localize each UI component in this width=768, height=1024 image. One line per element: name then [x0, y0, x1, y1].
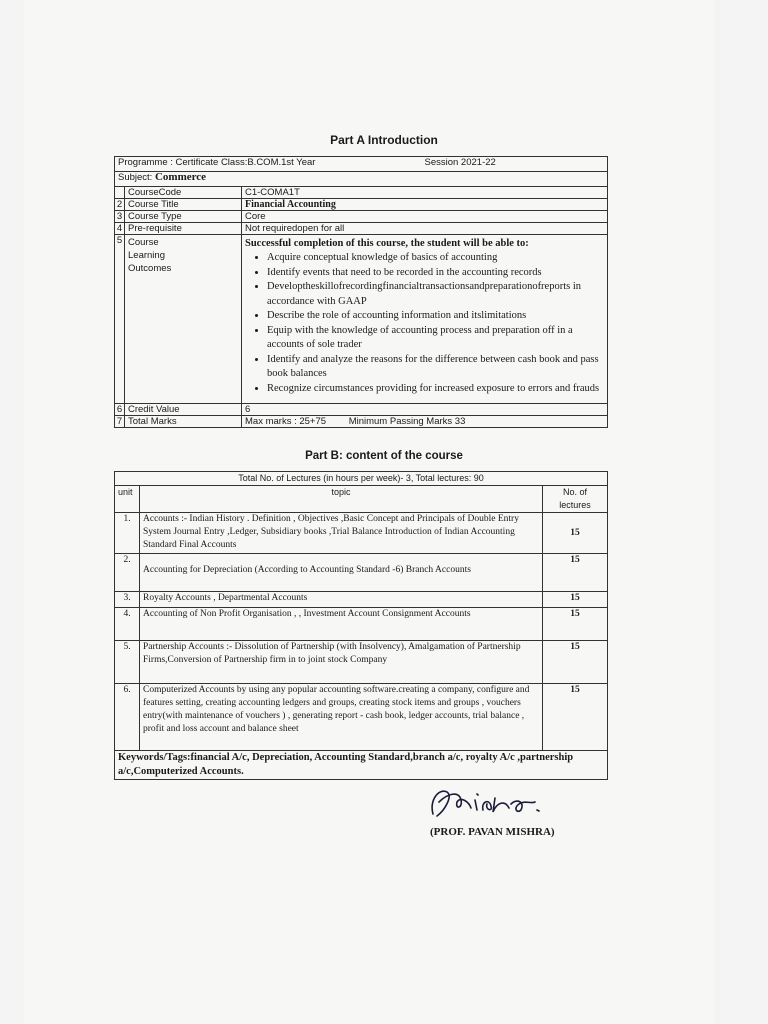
subject-value: Commerce — [154, 171, 207, 183]
unit-topic: Royalty Accounts , Departmental Accounts — [140, 592, 543, 608]
outcome-item: • Identify events that need to be recorded in the accounting records — [267, 266, 604, 281]
unit-number: 4. — [115, 608, 140, 641]
course-title-row — [115, 199, 608, 211]
part-b-title: Part B: content of the course — [305, 450, 463, 462]
row-number — [115, 187, 125, 199]
unit-lectures: 15 — [543, 513, 608, 554]
credit-value: 6 — [242, 404, 608, 416]
outcome-item: • Developtheskillofrecordingfinancialtransactionsandpreparationofreports in accordance with GAAP — [267, 280, 604, 309]
outcomes-label: Course Learning Outcomes — [128, 237, 172, 274]
max-marks: Max marks : 25+75 — [245, 416, 327, 427]
marks-row — [115, 416, 608, 428]
prerequisite-row — [115, 223, 608, 235]
prerequisite-value: Not requiredopen for all — [242, 223, 608, 235]
unit-lectures: 15 — [543, 554, 608, 592]
course-type-value: Core — [242, 211, 608, 223]
outcome-item: • Describe the role of accounting information and itslimitations — [267, 309, 604, 324]
row-label: CourseCode — [125, 187, 242, 199]
course-code-row — [115, 187, 608, 199]
subject-row — [115, 172, 608, 187]
row-label: Pre-requisite — [125, 223, 242, 235]
col-unit: unit — [115, 486, 140, 513]
column-header-row — [115, 486, 608, 513]
unit-number: 1. — [115, 513, 140, 554]
row-label: Total Marks — [125, 416, 242, 428]
lectures-header-row — [115, 472, 608, 486]
signature-image — [425, 780, 575, 826]
unit-number: 2. — [115, 554, 140, 592]
table-row — [115, 513, 608, 554]
row-number: 3 — [115, 211, 125, 223]
row-number: 6 — [115, 404, 125, 416]
unit-lectures: 15 — [543, 684, 608, 751]
unit-lectures: 15 — [543, 641, 608, 684]
programme-line: Programme : Certificate Class:B.COM.1st Year — [118, 157, 316, 168]
table-row — [115, 592, 608, 608]
programme-row — [115, 157, 608, 172]
table-row — [115, 554, 608, 592]
table-row — [115, 684, 608, 751]
subject-label: Subject: — [118, 172, 153, 183]
unit-topic: Partnership Accounts :- Dissolution of Partnership (with Insolvency), Amalgamation of Partnership Firms,Conversion of Partnership firm in to joint stock Company — [140, 641, 543, 684]
outcome-item: • Equip with the knowledge of accounting process and preparation off in a accounts of sole trader — [267, 324, 604, 353]
part-a-title: Part A Introduction — [330, 133, 438, 147]
part-a-table — [114, 156, 608, 428]
table-row — [115, 641, 608, 684]
unit-number: 3. — [115, 592, 140, 608]
unit-topic: Accounting of Non Profit Organisation , , Investment Account Consignment Accounts — [140, 608, 543, 641]
outcome-item: • Recognize circumstances providing for increased exposure to errors and frauds — [267, 382, 604, 397]
outcomes-intro: Successful completion of this course, the student will be able to: — [245, 238, 529, 249]
unit-number: 5. — [115, 641, 140, 684]
unit-topic: Accounts :- Indian History . Definition , Objectives ,Basic Concept and Principals of Double Entry System Journal Entry ,Ledger, Subsidiary books ,Trial Balance Introduction of Indian Accounting Standard Final Accounts — [140, 513, 543, 554]
row-label: Course Title — [125, 199, 242, 211]
row-number: 5 — [115, 235, 125, 404]
unit-lectures: 15 — [543, 608, 608, 641]
course-title-value: Financial Accounting — [242, 199, 608, 211]
table-row — [115, 608, 608, 641]
outcomes-list — [245, 251, 604, 396]
keywords: Keywords/Tags:financial A/c, Depreciation, Accounting Standard,branch a/c, royalty A/c ,partnership a/c,Computerized Accounts. — [115, 751, 608, 780]
row-label: Course Type — [125, 211, 242, 223]
credit-row — [115, 404, 608, 416]
course-type-row — [115, 211, 608, 223]
row-number: 4 — [115, 223, 125, 235]
row-number: 7 — [115, 416, 125, 428]
outcome-item: • Identify and analyze the reasons for the difference between cash book and pass book balances — [267, 353, 604, 382]
passing-marks: Minimum Passing Marks 33 — [348, 416, 466, 427]
col-lectures: No. of lectures — [543, 486, 608, 513]
keywords-row — [115, 751, 608, 780]
unit-topic: Accounting for Depreciation (According to Accounting Standard -6) Branch Accounts — [140, 554, 543, 592]
lectures-header: Total No. of Lectures (in hours per week)- 3, Total lectures: 90 — [115, 472, 608, 486]
row-label: Credit Value — [125, 404, 242, 416]
row-number: 2 — [115, 199, 125, 211]
course-code-value: C1-COMA1T — [242, 187, 608, 199]
session-label: Session 2021-22 — [424, 157, 496, 168]
unit-topic: Computerized Accounts by using any popular accounting software.creating a company, configure and features setting, creating accounting ledgers and groups, creating stock items and groups , vouchers entry(with maintenance of vouchers ) , generating report - cash book, ledger accounts, trial balance , profit and loss account and balance sheet — [140, 684, 543, 751]
unit-lectures: 15 — [543, 592, 608, 608]
unit-number: 6. — [115, 684, 140, 751]
col-topic: topic — [140, 486, 543, 513]
outcome-item: • Acquire conceptual knowledge of basics of accounting — [267, 251, 604, 266]
part-b-table — [114, 471, 608, 780]
signatory-name: (PROF. PAVAN MISHRA) — [430, 826, 555, 838]
outcomes-row — [115, 235, 608, 404]
